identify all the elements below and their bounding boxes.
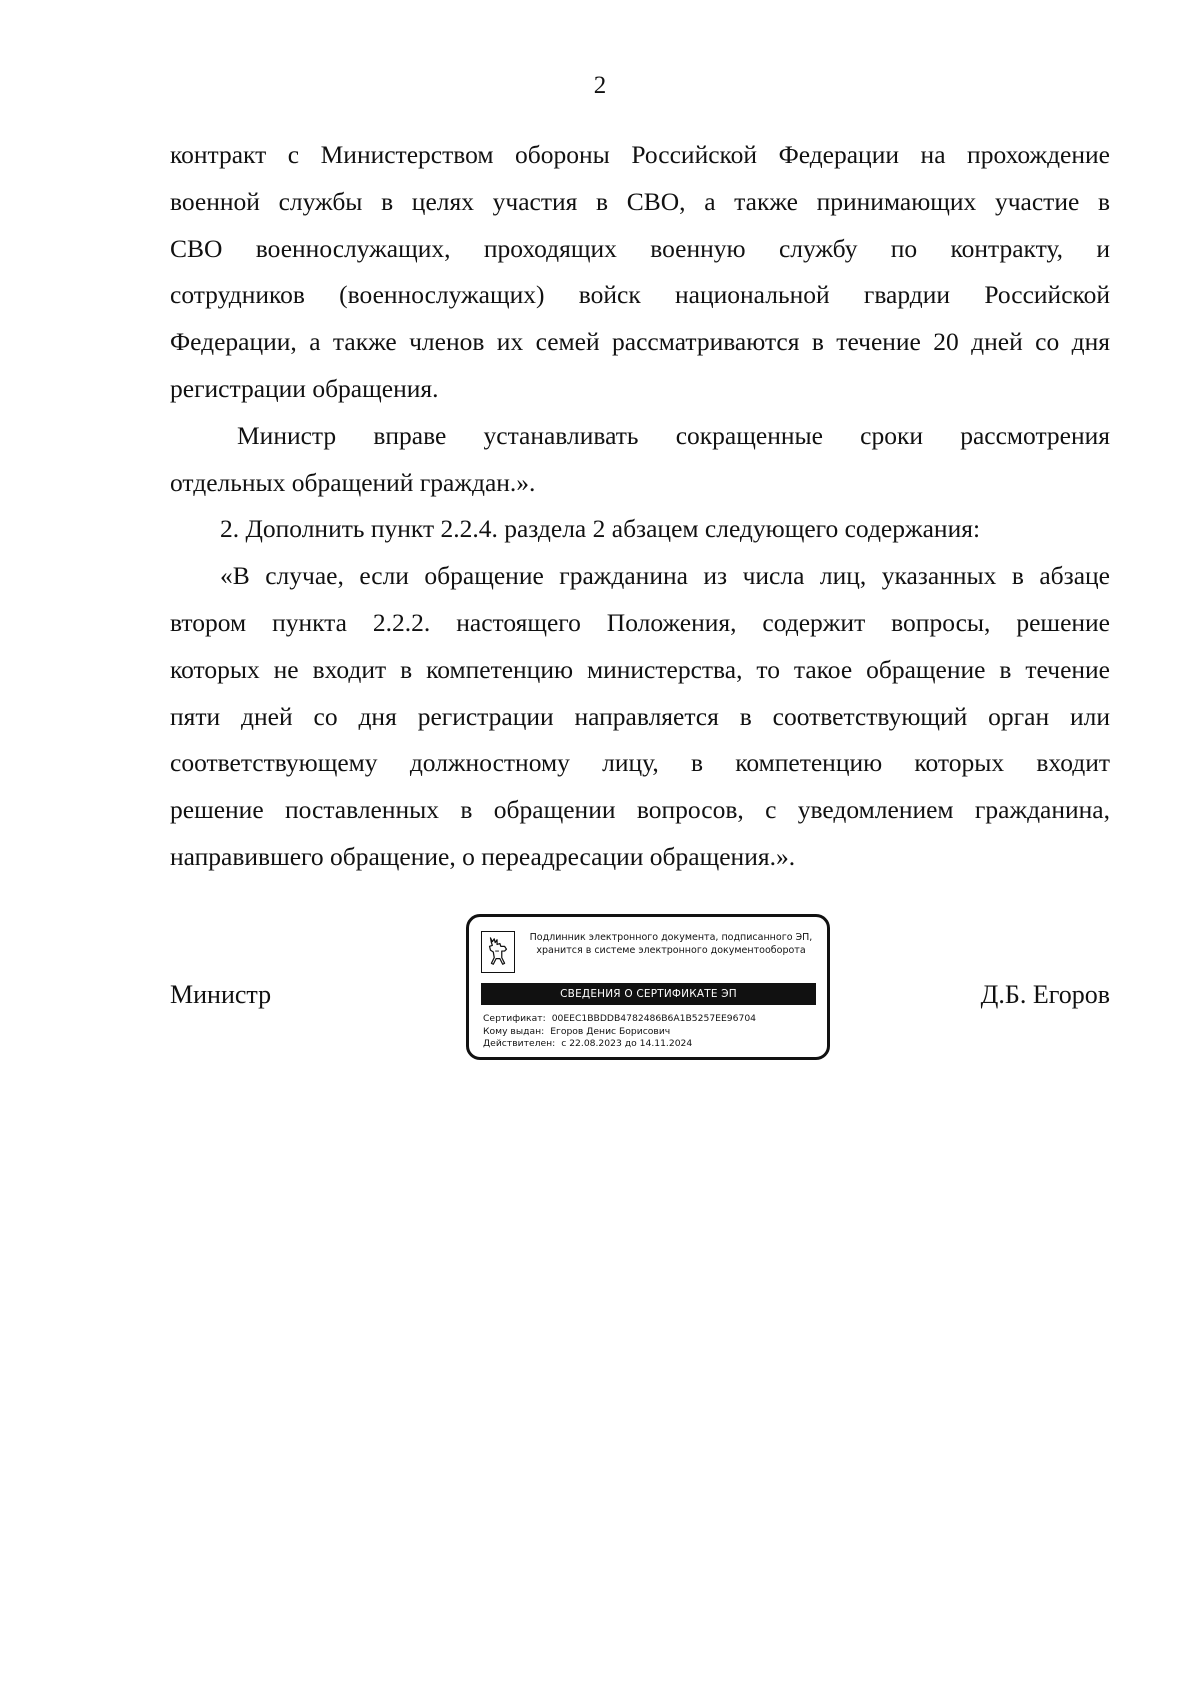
stamp-details (483, 1013, 823, 1051)
certificate-value: 00EEC1BBDDB4782486B6A1B5257EE96704 (551, 1013, 757, 1024)
text-line: соответствующему должностному лицу, в компетенцию которых входит (170, 748, 1110, 778)
validity-label: Действителен: (483, 1038, 556, 1049)
paragraph-1 (170, 132, 1110, 413)
text-line: пяти дней со дня регистрации направляется в соответствующий орган или (170, 701, 1110, 731)
text-line: отдельных обращений граждан.». (170, 467, 536, 497)
text-line: 2. Дополнить пункт 2.2.4. раздела 2 абзацем следующего содержания: (220, 514, 981, 544)
text-line: «В случае, если обращение гражданина из числа лиц, указанных в абзаце (220, 561, 1110, 591)
text-line: направившего обращение, о переадресации обращения.». (170, 841, 796, 871)
text-line: которых не входит в компетенцию министерства, то такое обращение в течение (170, 654, 1110, 684)
stamp-certificate-title: СВЕДЕНИЯ О СЕРТИФИКАТЕ ЭП (481, 983, 816, 1005)
text-line: втором пункта 2.2.2. настоящего Положения, содержит вопросы, решение (170, 607, 1110, 637)
validity-row (483, 1038, 823, 1051)
issued-to-label: Кому выдан: (483, 1025, 545, 1037)
issued-to-row (483, 1026, 823, 1039)
certificate-label: Сертификат: (483, 1013, 546, 1024)
signatory-name: Д.Б. Егоров (980, 980, 1110, 1009)
paragraph-2 (170, 413, 1110, 507)
signatory-position: Министр (170, 980, 272, 1009)
paragraph-3 (170, 506, 1110, 553)
issued-to-value: Егоров Денис Борисович (550, 1025, 671, 1037)
deer-emblem-icon (481, 931, 515, 973)
text-line: решение поставленных в обращении вопросов, с уведомлением гражданина, (170, 795, 1110, 825)
stamp-header (521, 931, 821, 957)
text-line: СВО военнослужащих, проходящих военную службу по контракту, и (170, 233, 1110, 263)
document-body (170, 132, 1110, 881)
text-line: регистрации обращения. (170, 373, 439, 403)
paragraph-4 (170, 553, 1110, 881)
text-line: Министр вправе устанавливать сокращенные сроки рассмотрения (237, 420, 1110, 450)
electronic-signature-stamp (466, 914, 830, 1060)
validity-value: с 22.08.2023 до 14.11.2024 (561, 1038, 693, 1049)
stamp-header-line: хранится в системе электронного документооборота (536, 945, 806, 956)
text-line: военной службы в целях участия в СВО, а также принимающих участие в (170, 186, 1110, 216)
text-line: контракт с Министерством обороны Российской Федерации на прохождение (170, 140, 1110, 169)
stamp-header-line: Подлинник электронного документа, подписанного ЭП, (529, 932, 813, 943)
text-line: сотрудников (военнослужащих) войск национальной гвардии Российской (170, 280, 1110, 310)
page-number: 2 (593, 72, 607, 99)
text-line: Федерации, а также членов их семей рассматриваются в течение 20 дней со дня (170, 327, 1110, 357)
certificate-row (483, 1013, 823, 1026)
